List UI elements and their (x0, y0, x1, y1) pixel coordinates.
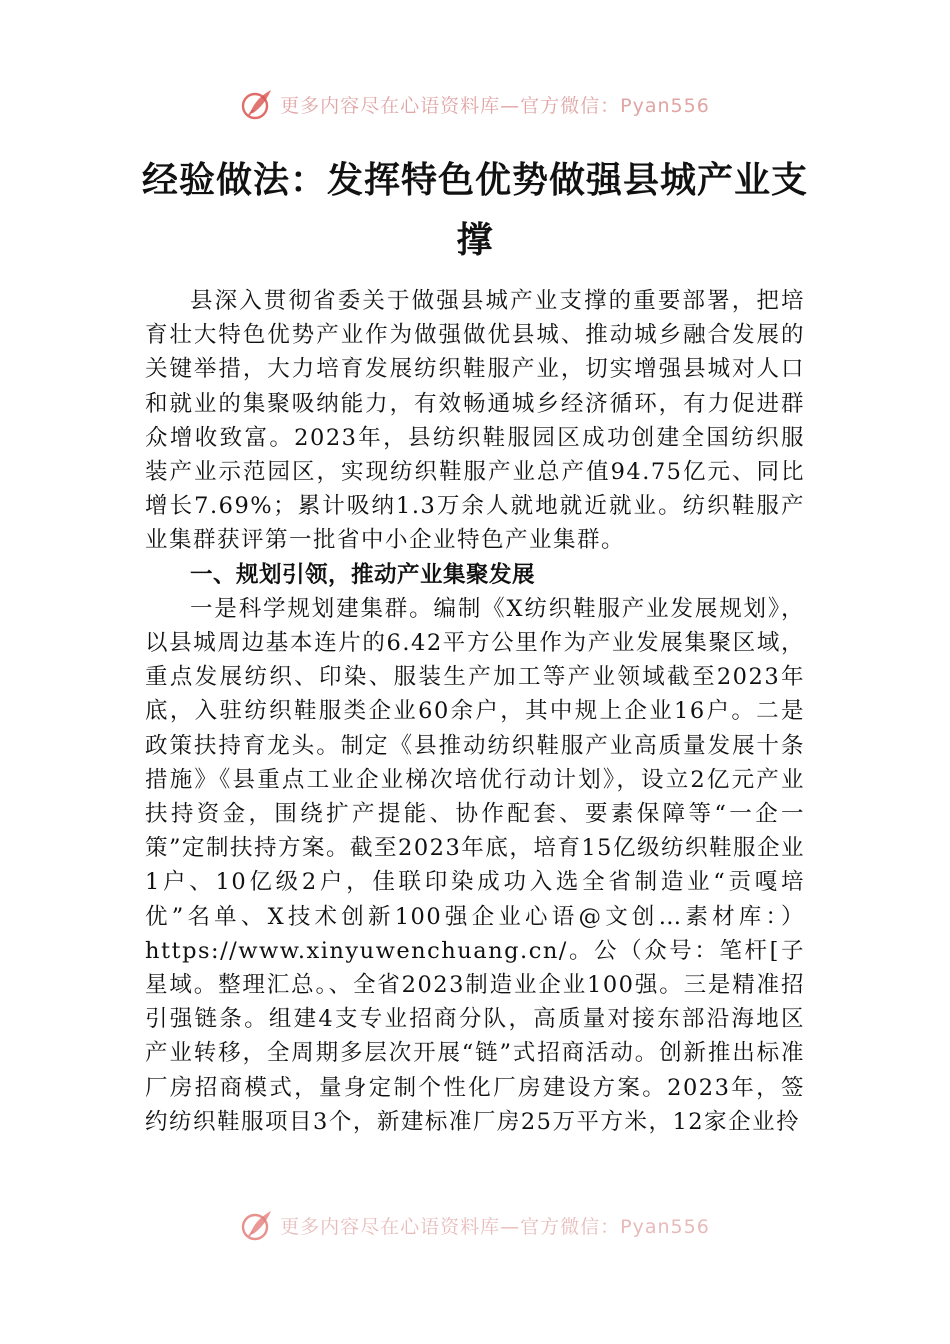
quill-logo-icon (240, 1208, 274, 1242)
page-title: 经验做法：发挥特色优势做强县城产业支撑 (141, 159, 808, 261)
intro-paragraph: 县深入贯彻省委关于做强县城产业支撑的重要部署，把培育壮大特色优势产业作为做强做优县城、推动城乡融合发展的关键举措，大力培育发展纺织鞋服产业，切实增强县城对人口和就业的集聚吸纳能力，有效畅通城乡经济循环，有力促进群众增收致富。2023年，县纺织鞋服园区成功创建全国纺织服装产业示范园区，实现纺织鞋服产业总产值94.75亿元、同比增长7.69%；累计吸纳1.3万余人就地就近就业。纺织鞋服产业集群获评第一批省中小企业特色产业集群。 (145, 288, 805, 554)
article-body (145, 284, 805, 1139)
section-heading: 一、规划引领，推动产业集聚发展 (190, 561, 536, 588)
watermark-header (0, 84, 950, 124)
quill-logo-icon (240, 87, 274, 121)
section-paragraph: 一是科学规划建集群。编制《X纺织鞋服产业发展规划》，以县城周边基本连片的6.42平方公里作为产业发展集聚区域，重点发展纺织、印染、服装生产加工等产业领域截至2023年底，入驻纺织鞋服类企业60余户，其中规上企业16户。二是政策扶持育龙头。制定《县推动纺织鞋服产业高质量发展十条措施》《县重点工业企业梯次培优行动计划》，设立2亿元产业扶持资金，围绕扩产提能、协作配套、要素保障等“一企一策”定制扶持方案。截至2023年底，培育15亿级纺织鞋服企业1户、10亿级2户，佳联印染成功入选全省制造业“贡嘎培优”名单、X技术创新100强企业心语@文创…素材库：）https://www.xinyuwenchuang.cn/。公（众号：笔杆[子星域。整理汇总。、全省2023制造业企业100强。三是精准招引强链条。组建4支专业招商分队，高质量对接东部沿海地区产业转移，全周期多层次开展“链”式招商活动。创新推出标准厂房招商模式，量身定制个性化厂房建设方案。2023年，签约纺织鞋服项目3个，新建标准厂房25万平方米，12家企业拎 (145, 595, 805, 1135)
watermark-text: 更多内容尽在心语资料库—官方微信：Pyan556 (280, 94, 710, 117)
watermark-text: 更多内容尽在心语资料库—官方微信：Pyan556 (280, 1215, 710, 1238)
watermark-footer (0, 1205, 950, 1245)
